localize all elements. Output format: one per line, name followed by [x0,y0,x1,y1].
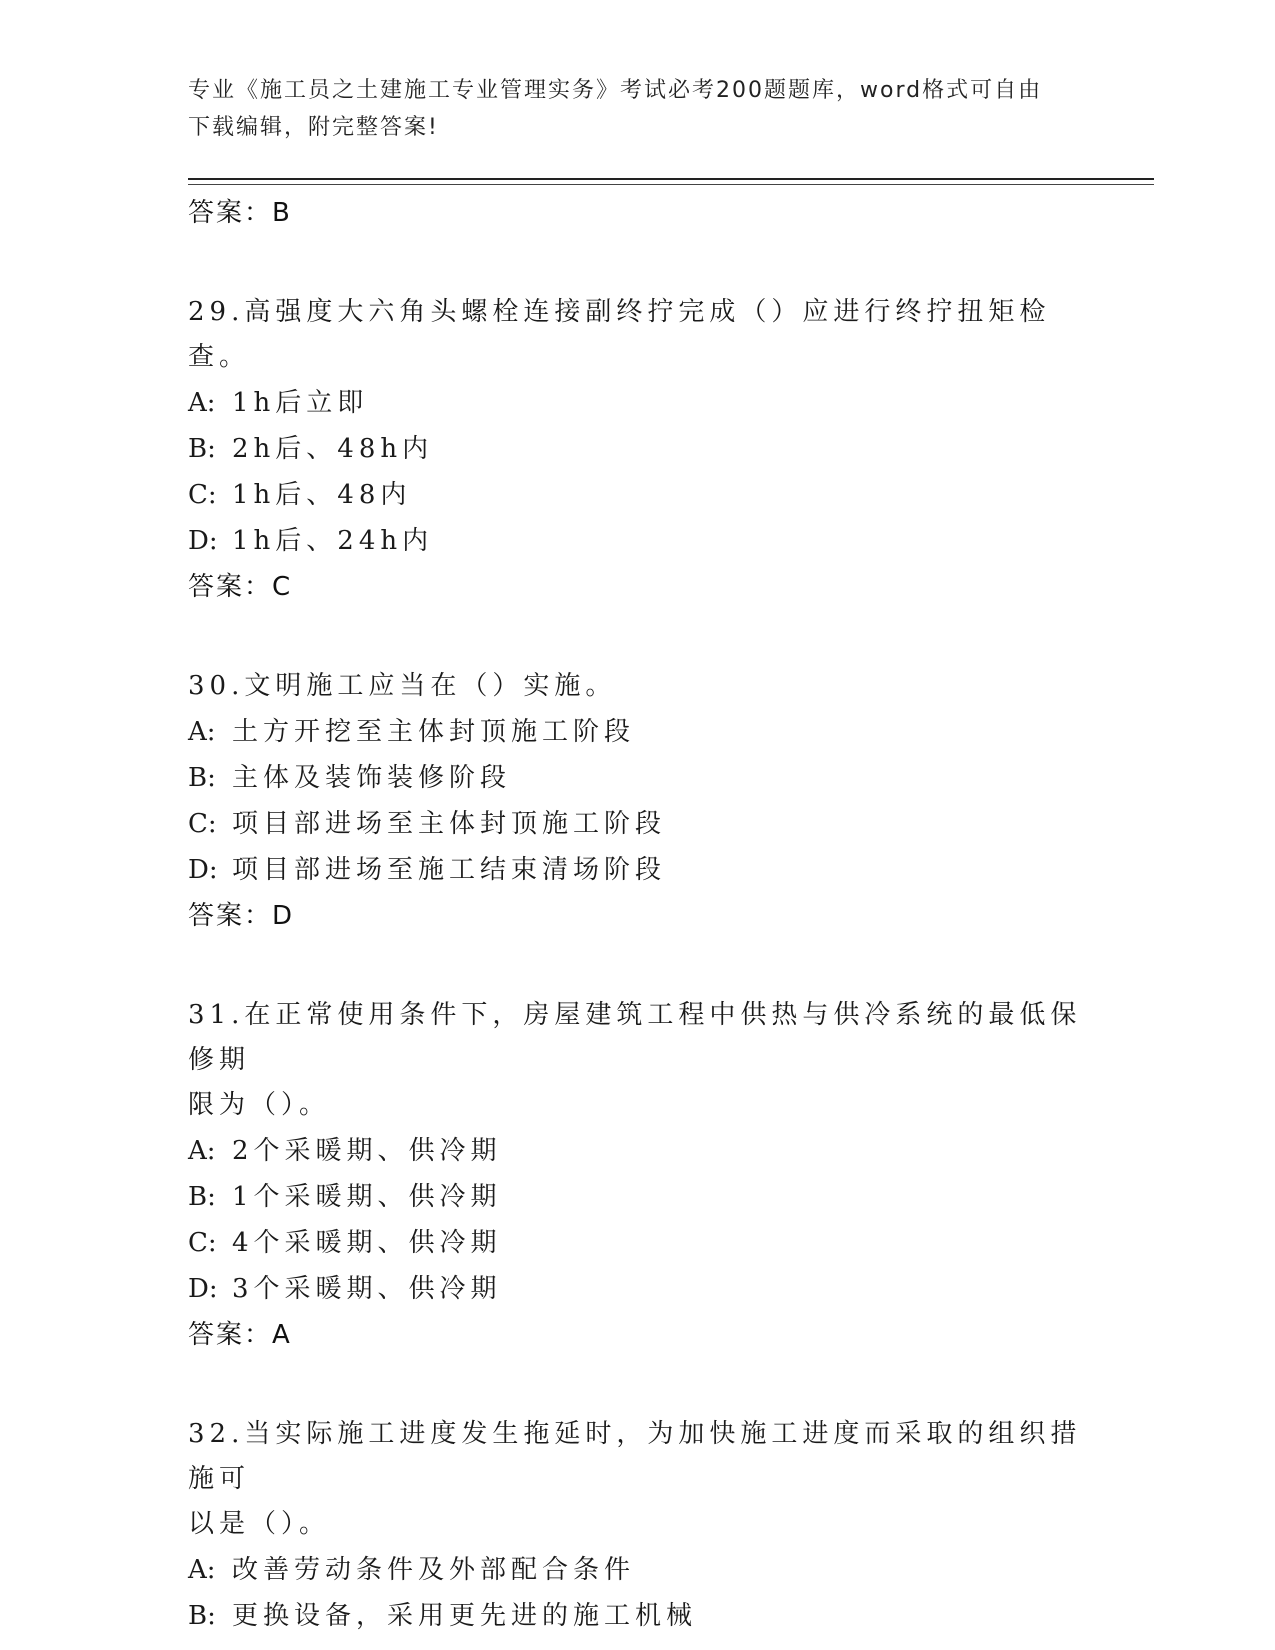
option-a [188,1547,1088,1593]
option-text: 项目部进场至主体封顶施工阶段 [232,809,667,839]
option-letter: A: [188,717,216,747]
answer-line: 答案：C [188,572,293,602]
option-b [188,1593,1088,1639]
option-a [188,1128,1088,1174]
answer-line: 答案：B [188,198,292,228]
option-a [188,709,1088,755]
option-text: 1h后立即 [232,388,369,418]
option-b [188,1174,1088,1220]
option-text: 1h后、24h内 [232,526,434,556]
option-text: 更换设备，采用更先进的施工机械 [232,1601,698,1631]
option-letter: D: [188,1274,218,1304]
option-d [188,847,1088,893]
option-d [188,518,1088,564]
option-text: 土方开挖至主体封顶施工阶段 [232,717,636,747]
option-text: 改善劳动条件及外部配合条件 [232,1555,636,1585]
header-divider-thick [188,178,1154,180]
option-letter: B: [188,434,216,464]
option-letter: B: [188,1182,216,1212]
option-text: 1h后、48内 [232,480,412,510]
option-d [188,1266,1088,1312]
option-letter: C: [188,480,217,510]
option-letter: C: [188,1228,217,1258]
question-31 [188,993,1088,1358]
question-text-line-2: 限为（）。 [188,1090,331,1120]
option-letter: A: [188,1555,216,1585]
question-text: 29.高强度大六角头螺栓连接副终拧完成（）应进行终拧扭矩检查。 [188,297,1051,372]
option-letter: D: [188,855,218,885]
question-29 [188,290,1088,610]
option-letter: B: [188,1601,216,1631]
option-text: 2个采暖期、供冷期 [232,1136,502,1166]
question-text-line-1: 32.当实际施工进度发生拖延时，为加快施工进度而采取的组织措施可 [188,1419,1082,1494]
option-c [188,472,1088,518]
option-text: 3个采暖期、供冷期 [232,1274,502,1304]
option-text: 1个采暖期、供冷期 [232,1182,502,1212]
option-a [188,380,1088,426]
question-text-line-1: 31.在正常使用条件下，房屋建筑工程中供热与供冷系统的最低保修期 [188,1000,1082,1075]
option-letter: A: [188,388,216,418]
option-text: 2h后、48h内 [232,434,434,464]
header-line-2: 下载编辑，附完整答案! [188,115,439,140]
answer-line: 答案：A [188,1320,292,1350]
document-body [188,190,1088,1639]
header-line-1: 专业《施工员之土建施工专业管理实务》考试必考200题题库，word格式可自由 [188,78,1043,103]
option-text: 项目部进场至施工结束清场阶段 [232,855,667,885]
option-b [188,755,1088,801]
answer-line: 答案：D [188,901,295,931]
question-text: 30.文明施工应当在（）实施。 [188,671,617,701]
document-header [188,72,1078,146]
option-letter: A: [188,1136,216,1166]
question-text-line-2: 以是（）。 [188,1509,331,1539]
option-letter: B: [188,763,216,793]
option-text: 4个采暖期、供冷期 [232,1228,502,1258]
option-c [188,1220,1088,1266]
option-letter: D: [188,526,218,556]
question-30 [188,664,1088,939]
header-divider-thin [188,184,1154,185]
option-letter: C: [188,809,217,839]
option-text: 主体及装饰装修阶段 [232,763,512,793]
question-32 [188,1412,1088,1639]
option-b [188,426,1088,472]
option-c [188,801,1088,847]
